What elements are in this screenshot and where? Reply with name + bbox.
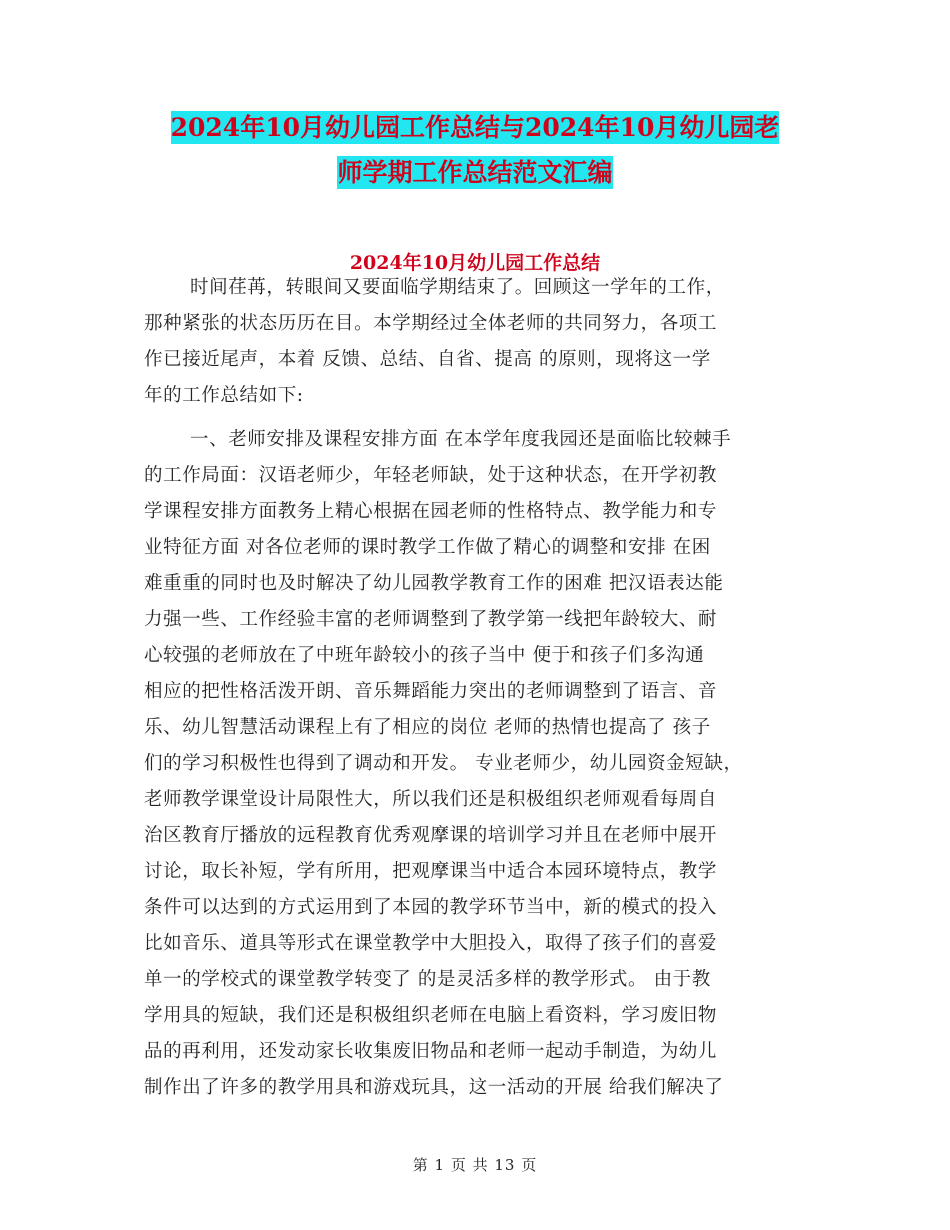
body-line: 比如音乐、道具等形式在课堂教学中大胆投入，取得了孩子们的喜爱 [144, 933, 718, 954]
body-line: 学课程安排方面教务上精心根据在园老师的性格特点、教学能力和专 [144, 501, 718, 522]
document-title-line-2 [0, 153, 950, 193]
document-title-line-1 [0, 108, 950, 148]
body-line: 制作出了许多的教学用具和游戏玩具，这一活动的开展 给我们解决了 [144, 1077, 724, 1098]
body-line: 治区教育厅播放的远程教育优秀观摩课的培训学习并且在老师中展开 [144, 825, 718, 846]
body-line: 老师教学课堂设计局限性大，所以我们还是积极组织老师观看每周自 [144, 789, 718, 810]
body-line: 讨论，取长补短，学有所用，把观摩课当中适合本园环境特点，教学 [144, 861, 718, 882]
body-line: 力强一些、工作经验丰富的老师调整到了教学第一线把年龄较大、耐 [144, 609, 718, 630]
title-text-2: 师学期工作总结范文汇编 [337, 158, 613, 187]
body-line: 作已接近尾声，本着 反馈、总结、自省、提高 的原则，现将这一学 [144, 349, 711, 370]
body-line: 们的学习积极性也得到了调动和开发。 专业老师少，幼儿园资金短缺， [144, 753, 743, 774]
body-line: 乐、幼儿智慧活动课程上有了相应的岗位 老师的热情也提高了 孩子 [144, 717, 711, 738]
body-line: 相应的把性格活泼开朗、音乐舞蹈能力突出的老师调整到了语言、音 [144, 681, 718, 702]
section-heading: 2024年10月幼儿园工作总结 [349, 252, 601, 274]
body-line: 心较强的老师放在了中班年龄较小的孩子当中 便于和孩子们多沟通 [144, 645, 705, 666]
body-line: 难重重的同时也及时解决了幼儿园教学教育工作的困难 把汉语表达能 [144, 573, 724, 594]
body-line: 条件可以达到的方式运用到了本园的教学环节当中，新的模式的投入 [144, 897, 718, 918]
body-line: 的工作局面：汉语老师少，年轻老师缺，处于这种状态，在开学初教 [144, 465, 718, 486]
body-line: 时间荏苒，转眼间又要面临学期结束了。回顾这一学年的工作， [190, 277, 725, 298]
body-line: 单一的学校式的课堂教学转变了 的是灵活多样的教学形式。 由于教 [144, 969, 711, 990]
body-line: 一、老师安排及课程安排方面 在本学年度我园还是面临比较棘手 [190, 429, 732, 450]
body-line: 年的工作总结如下: [144, 385, 304, 406]
body-line: 学用具的短缺，我们还是积极组织老师在电脑上看资料，学习废旧物 [144, 1005, 718, 1026]
body-line: 业特征方面 对各位老师的课时教学工作做了精心的调整和安排 在困 [144, 537, 711, 558]
body-line: 品的再利用，还发动家长收集废旧物品和老师一起动手制造，为幼儿 [144, 1041, 718, 1062]
body-line: 那种紧张的状态历历在目。本学期经过全体老师的共同努力，各项工 [144, 313, 718, 334]
title-text-1: 2024年10月幼儿园工作总结与2024年10月幼儿园老 [170, 113, 780, 142]
page-footer: 第 1 页 共 13 页 [412, 1156, 538, 1174]
